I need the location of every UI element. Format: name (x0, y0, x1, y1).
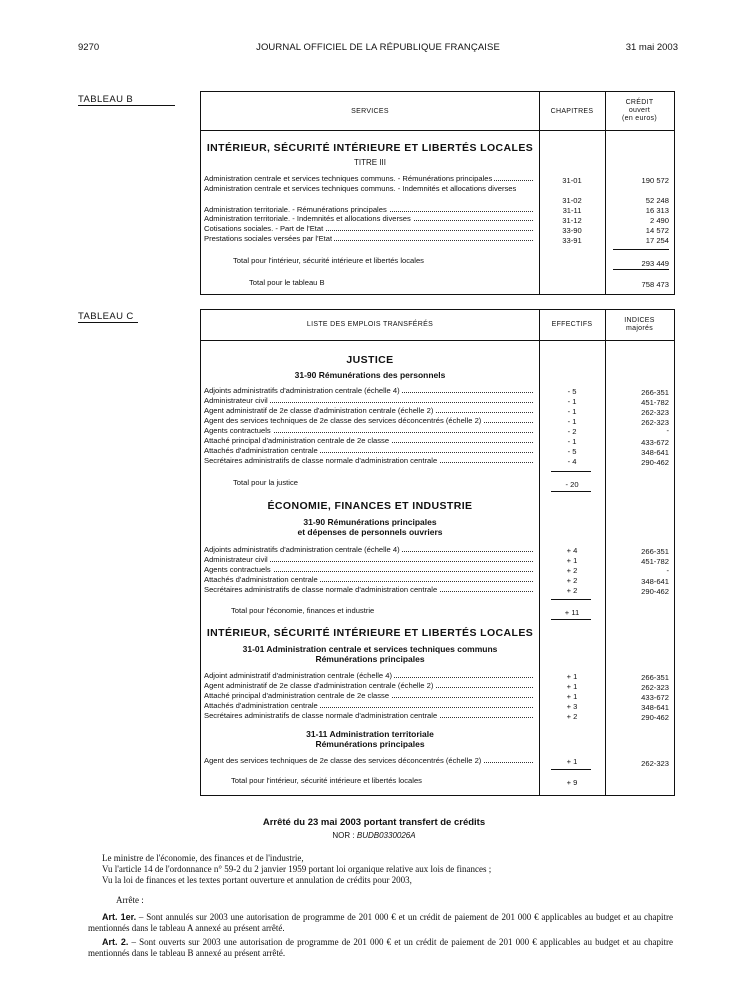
ministry-title: INTÉRIEUR, SÉCURITÉ INTÉRIEURE ET LIBERTÉS LOCALES (206, 142, 534, 154)
table-row: Secrétaires administratifs de classe normale d'administration centrale (204, 585, 539, 594)
total-justice-label: Total pour la justice (233, 478, 299, 487)
effectif-cell: - 5 (567, 447, 577, 456)
effectif-cell: - 5 (567, 387, 577, 396)
header-divider (201, 340, 674, 341)
issue-date: 31 mai 2003 (625, 42, 678, 53)
tableau-c-rule (78, 322, 138, 323)
table-row: Attachés d'administration centrale (204, 575, 539, 584)
col-header-services: SERVICES (351, 108, 389, 115)
total-interieur-value: + 9 (566, 778, 578, 787)
indice-cell: 262-323 (641, 408, 669, 417)
tableau-b-label: TABLEAU B (78, 94, 134, 105)
section-title-economie: ÉCONOMIE, FINANCES ET INDUSTRIE (267, 500, 473, 512)
effectif-cell: - 4 (567, 457, 577, 466)
table-row: Administration territoriale. - Indemnités et allocations diverses (204, 214, 539, 223)
nor-code: BUDB0330026A (356, 831, 416, 840)
total-rule (551, 769, 591, 770)
total-rule (551, 491, 591, 492)
chapitre-cell: 31-01 (562, 176, 582, 185)
total-tableau-value: 758 473 (641, 280, 669, 289)
article-1-text: – Sont annulés sur 2003 une autorisation de programme de 201 000 € et un crédit de paiement de 201 000 € applicables au budget et au chapitre mentionnés dans le tableau A annexé au présent arrêté. (88, 912, 673, 933)
col-header-effectifs: EFFECTIFS (551, 321, 593, 328)
chapitre-cell: 31-12 (562, 216, 582, 225)
table-row: Administration centrale et services techniques communs. - Indemnités et allocations diverses (204, 184, 517, 193)
indice-cell: 290-462 (641, 587, 669, 596)
effectif-cell: + 1 (566, 757, 578, 766)
indice-cell: 348-641 (641, 448, 669, 457)
credit-cell: 14 572 (645, 226, 669, 235)
col-header-credit: CRÉDIT (625, 99, 654, 106)
nor-label: NOR : (332, 831, 355, 840)
tableau-b (200, 91, 675, 295)
table-row: Agent des services techniques de 2e classe des services déconcentrés (échelle 2) (204, 416, 539, 425)
col-header-indices-sub: majorés (626, 325, 653, 332)
total-justice-value: - 20 (565, 480, 579, 489)
total-economie-value: + 11 (564, 608, 580, 617)
effectif-cell: + 1 (566, 672, 578, 681)
total-rule (613, 249, 669, 250)
effectif-cell: - 2 (567, 427, 577, 436)
article-2-text: – Sont ouverts sur 2003 une autorisation de programme de 201 000 € et un crédit de paiement de 201 000 € applicables au budget et au chapitre mentionnés dans le tableau B annexé au présent arrêté. (88, 937, 673, 958)
indice-cell: 290-462 (641, 713, 669, 722)
indice-cell: - (666, 426, 669, 435)
article-2 (88, 937, 673, 959)
titre-heading: TITRE III (354, 158, 386, 167)
chapitre-cell: 31-02 (562, 196, 582, 205)
effectif-cell: + 3 (566, 702, 578, 711)
table-row: Adjoints administratifs d'administration centrale (échelle 4) (204, 545, 539, 554)
indice-cell: 262-323 (641, 759, 669, 768)
chapter-heading: Rémunérations principales (315, 739, 425, 749)
chapitre-cell: 31-11 (562, 206, 582, 215)
indice-cell: 266-351 (641, 547, 669, 556)
col-header-credit-unit: (en euros) (622, 115, 657, 122)
section-title-justice: JUSTICE (346, 354, 394, 366)
nor-reference (0, 831, 748, 840)
header-divider (201, 130, 674, 131)
credit-cell: 2 490 (649, 216, 669, 225)
paragraph: Vu l'article 14 de l'ordonnance n° 59-2 du 2 janvier 1959 portant loi organique relative aux lois de finances ; (102, 864, 492, 874)
total-rule (551, 471, 591, 472)
effectif-cell: - 1 (567, 407, 577, 416)
effectif-cell: + 4 (566, 546, 578, 555)
indice-cell: 348-641 (641, 703, 669, 712)
table-row: Cotisations sociales. - Part de l'Etat (204, 224, 539, 233)
indice-cell: 433-672 (641, 693, 669, 702)
effectif-cell: + 2 (566, 712, 578, 721)
journal-title: JOURNAL OFFICIEL DE LA RÉPUBLIQUE FRANÇAISE (256, 42, 500, 53)
credit-cell: 190 572 (641, 176, 669, 185)
table-row: Attachés d'administration centrale (204, 446, 539, 455)
section-title-interieur: INTÉRIEUR, SÉCURITÉ INTÉRIEURE ET LIBERTÉS LOCALES (206, 627, 534, 639)
total-rule (551, 599, 591, 600)
total-tableau-label: Total pour le tableau B (249, 278, 325, 287)
article-1-label: Art. 1er. (102, 912, 137, 922)
paragraph: Vu la loi de finances et les textes portant ouverture et annulation de crédits pour 2003, (102, 875, 412, 885)
table-row: Prestations sociales versées par l'Etat (204, 234, 539, 243)
effectif-cell: + 1 (566, 556, 578, 565)
indice-cell: 451-782 (641, 398, 669, 407)
indice-cell: 348-641 (641, 577, 669, 586)
indice-cell: 290-462 (641, 458, 669, 467)
chapitre-cell: 33-90 (562, 226, 582, 235)
table-row: Agents contractuels (204, 565, 539, 574)
chapitre-cell: 33-91 (562, 236, 582, 245)
table-row: Attaché principal d'administration centrale de 2e classe (204, 436, 539, 445)
indice-cell: 451-782 (641, 557, 669, 566)
credit-cell: 52 248 (645, 196, 669, 205)
table-row: Agent administratif de 2e classe d'administration centrale (échelle 2) (204, 406, 539, 415)
divider (539, 92, 540, 294)
table-row: Secrétaires administratifs de classe normale d'administration centrale (204, 711, 539, 720)
tableau-c-label: TABLEAU C (78, 311, 134, 322)
chapter-heading: Rémunérations principales (315, 654, 425, 664)
paragraph: Le ministre de l'économie, des finances et de l'industrie, (102, 853, 304, 863)
total-rule (551, 619, 591, 620)
chapter-heading: et dépenses de personnels ouvriers (297, 527, 443, 537)
total-ministry-label: Total pour l'intérieur, sécurité intérieure et libertés locales (233, 256, 424, 265)
credit-cell: 17 254 (645, 236, 669, 245)
col-header-liste: LISTE DES EMPLOIS TRANSFÉRÉS (306, 321, 434, 328)
effectif-cell: - 1 (567, 397, 577, 406)
table-row: Administrateur civil (204, 396, 539, 405)
table-row: Secrétaires administratifs de classe normale d'administration centrale (204, 456, 539, 465)
indice-cell: 266-351 (641, 388, 669, 397)
col-header-chapitres: CHAPITRES (550, 108, 594, 115)
indice-cell: 433-672 (641, 438, 669, 447)
credit-cell: 16 313 (645, 206, 669, 215)
article-1 (88, 912, 673, 934)
total-ministry-value: 293 449 (641, 259, 669, 268)
table-row: Agents contractuels (204, 426, 539, 435)
total-economie-label: Total pour l'économie, finances et industrie (231, 606, 375, 615)
col-header-indices: INDICES (624, 317, 655, 324)
indice-cell: 266-351 (641, 673, 669, 682)
table-row: Agent administratif de 2e classe d'administration centrale (échelle 2) (204, 681, 539, 690)
chapter-heading: 31-90 Rémunérations principales (303, 517, 437, 527)
indice-cell: - (666, 566, 669, 575)
tableau-c (200, 309, 675, 796)
table-row: Administrateur civil (204, 555, 539, 564)
indice-cell: 262-323 (641, 683, 669, 692)
col-header-credit-sub: ouvert (628, 107, 651, 114)
effectif-cell: + 2 (566, 576, 578, 585)
table-row: Adjoint administratif d'administration centrale (échelle 4) (204, 671, 539, 680)
chapter-heading: 31-11 Administration territoriale (306, 729, 434, 739)
page-number: 9270 (78, 42, 100, 53)
chapter-heading: 31-01 Administration centrale et services techniques communs (242, 644, 498, 654)
table-row: Adjoints administratifs d'administration centrale (échelle 4) (204, 386, 539, 395)
effectif-cell: + 1 (566, 682, 578, 691)
total-interieur-label: Total pour l'intérieur, sécurité intérieure et libertés locales (231, 776, 422, 785)
effectif-cell: + 2 (566, 586, 578, 595)
indice-cell: 262-323 (641, 418, 669, 427)
table-row: Attachés d'administration centrale (204, 701, 539, 710)
effectif-cell: + 1 (566, 692, 578, 701)
page-header (78, 42, 678, 54)
table-row: Attaché principal d'administration centrale de 2e classe (204, 691, 539, 700)
table-row: Administration territoriale. - Rémunérations principales (204, 205, 539, 214)
table-row: Administration centrale et services techniques communs. - Rémunérations principales (204, 174, 539, 183)
chapter-heading: 31-90 Rémunérations des personnels (294, 370, 446, 380)
effectif-cell: - 1 (567, 437, 577, 446)
effectif-cell: + 2 (566, 566, 578, 575)
table-row: Agent des services techniques de 2e classe des services déconcentrés (échelle 2) (204, 756, 539, 765)
tableau-b-rule (78, 105, 175, 106)
arrete-title: Arrêté du 23 mai 2003 portant transfert de crédits (262, 817, 486, 828)
effectif-cell: - 1 (567, 417, 577, 426)
total-rule (613, 269, 669, 270)
arrete-word: Arrête : (116, 895, 144, 905)
article-2-label: Art. 2. (102, 937, 129, 947)
